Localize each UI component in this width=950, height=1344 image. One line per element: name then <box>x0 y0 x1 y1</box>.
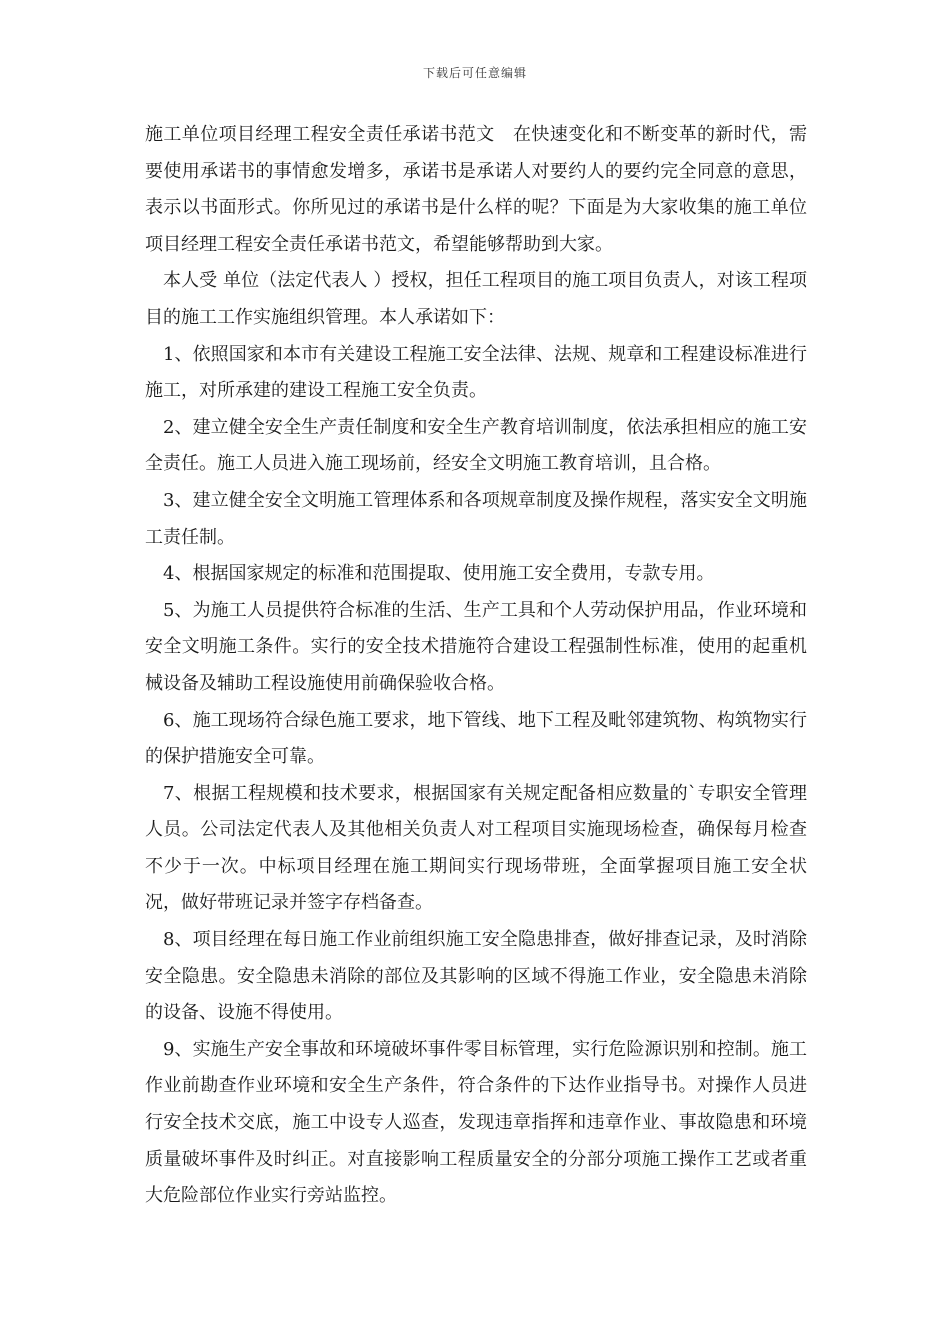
commitment-item-6: 6、施工现场符合绿色施工要求，地下管线、地下工程及毗邻建筑物、构筑物实行的保护措施安全可靠。 <box>145 709 807 768</box>
commitment-item-7: 7、根据工程规模和技术要求，根据国家有关规定配备相应数量的`专职安全管理人员。公司法定代表人及其他相关负责人对工程项目实施现场检查，确保每月检查不少于一次。中标项目经理在施工期间实行现场带班，全面掌握项目施工安全状况，做好带班记录并签字存档备查。 <box>145 782 807 914</box>
commitment-item-2: 2、建立健全安全生产责任制度和安全生产教育培训制度，依法承担相应的施工安全责任。施工人员进入施工现场前，经安全文明施工教育培训，且合格。 <box>145 416 807 475</box>
commitment-item-5: 5、为施工人员提供符合标准的生活、生产工具和个人劳动保护用品，作业环境和安全文明施工条件。实行的安全技术措施符合建设工程强制性标准，使用的起重机械设备及辅助工程设施使用前确保验收合格。 <box>145 599 807 694</box>
page-header: 下载后可任意编辑 <box>422 66 527 80</box>
document-body <box>145 117 807 1215</box>
commitment-item-1: 1、依照国家和本市有关建设工程施工安全法律、法规、规章和工程建设标准进行施工，对所承建的建设工程施工安全负责。 <box>145 343 807 402</box>
commitment-item-3: 3、建立健全安全文明施工管理体系和各项规章制度及操作规程，落实安全文明施工责任制。 <box>145 489 807 548</box>
commitment-item-8: 8、项目经理在每日施工作业前组织施工安全隐患排查，做好排查记录，及时消除安全隐患。安全隐患未消除的部位及其影响的区域不得施工作业，安全隐患未消除的设备、设施不得使用。 <box>145 929 807 1024</box>
commitment-item-9: 9、实施生产安全事故和环境破坏事件零目标管理，实行危险源识别和控制。施工作业前勘查作业环境和安全生产条件，符合条件的下达作业指导书。对操作人员进行安全技术交底，施工中设专人巡查，发现违章指挥和违章作业、事故隐患和环境质量破坏事件及时纠正。对直接影响工程质量安全的分部分项施工操作工艺或者重大危险部位作业实行旁站监控。 <box>145 1038 807 1207</box>
authorization-paragraph: 本人受 单位（法定代表人 ）授权，担任工程项目的施工项目负责人，对该工程项目的施工工作实施组织管理。本人承诺如下： <box>145 270 807 328</box>
intro-paragraph: 施工单位项目经理工程安全责任承诺书范文 在快速变化和不断变革的新时代，需要使用承诺书的事情愈发增多，承诺书是承诺人对要约人的要约完全同意的意思，表示以书面形式。你所见过的承诺书是什么样的呢？下面是为大家收集的施工单位项目经理工程安全责任承诺书范文，希望能够帮助到大家。 <box>145 124 807 255</box>
commitment-item-4: 4、根据国家规定的标准和范围提取、使用施工安全费用，专款专用。 <box>163 563 715 585</box>
